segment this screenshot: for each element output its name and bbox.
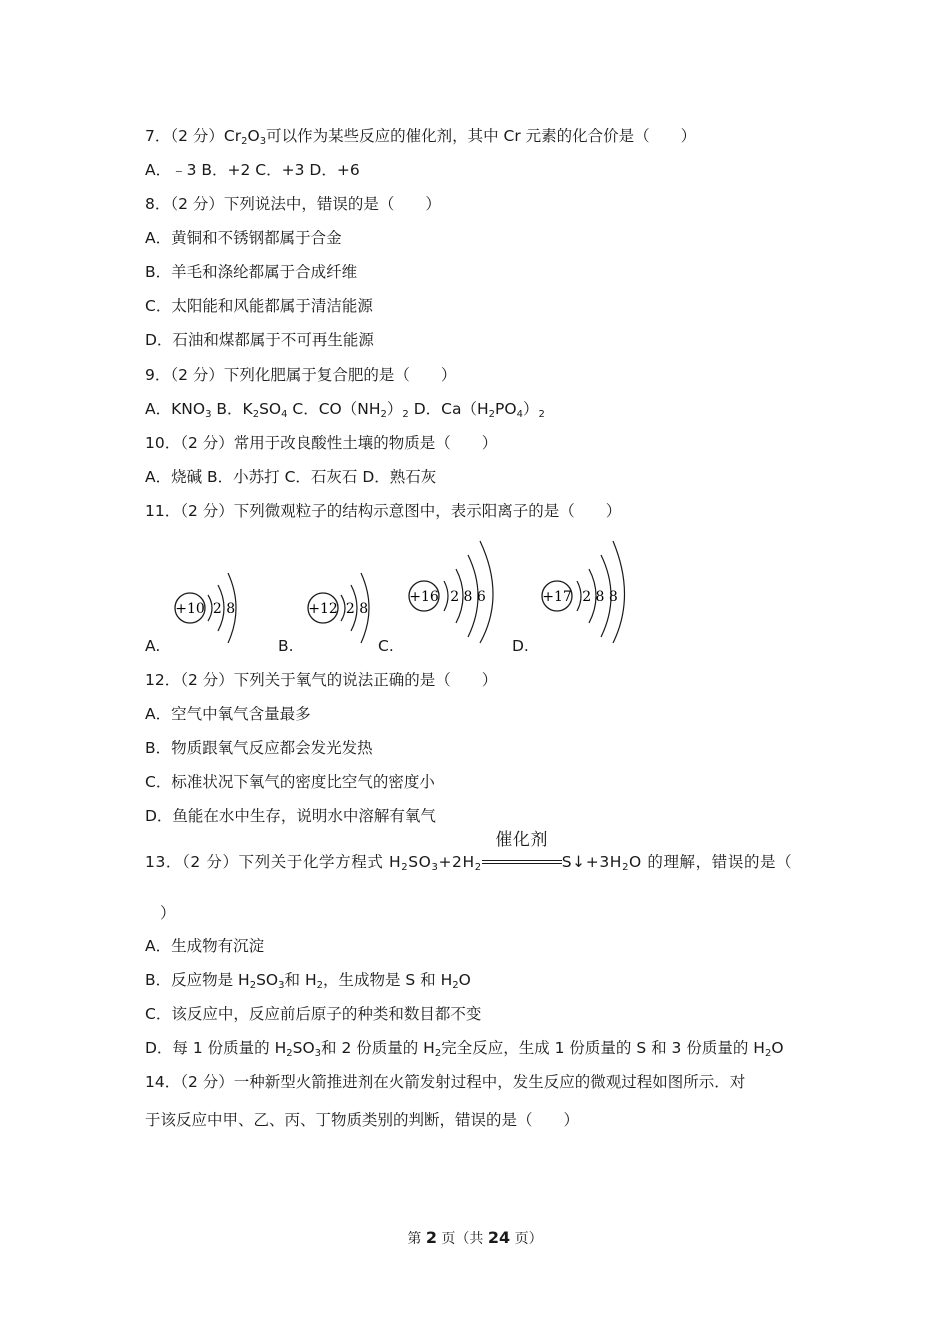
q11-label-a: A. [145,637,161,655]
q13-stem: 13．（2 分）下列关于化学方程式 $H_2SO_3+2H_2$ 催化剂 $S↓+3H_2O$ 的理解，错误的是（ [145,830,793,873]
q9-options: A．$KNO_3$ B．$K_2SO_4$ C．$CO(NH_2)_2$ D．$Ca(H_2PO_4)_2$ [145,400,545,420]
atom-b-electrons: 2 8 [345,601,369,617]
q13-option-b: B．反应物是 $H_2SO_3$和 $H_2$，生成物是 S 和 $H_2O$ [145,971,471,991]
catalyst-arrow [482,830,562,872]
atom-diagrams [145,535,665,655]
q13-stem-close: ） [160,904,176,922]
q12-option-a: A．空气中氧气含量最多 [145,705,311,723]
atom-diagram-d [530,535,640,645]
q11-label-b: B. [278,637,294,655]
q13-option-c: C．该反应中，反应前后原子的种类和数目都不变 [145,1005,482,1023]
q8-option-c: C．太阳能和风能都属于清洁能源 [145,297,373,315]
page-number: 2 [425,1228,437,1247]
q11-label-d: D. [512,637,529,655]
q10-stem: 10．（2 分）常用于改良酸性土壤的物质是（ ） [145,434,498,452]
q8-option-a: A．黄铜和不锈钢都属于合金 [145,229,342,247]
q8-stem: 8．（2 分）下列说法中，错误的是（ ） [145,195,441,213]
atom-c-electrons: 2 8 6 [450,589,486,605]
atom-d-electrons: 2 8 8 [582,589,618,605]
atom-diagram-a [170,555,250,645]
page-footer: 第 2 页（共 24 页） [407,1228,543,1247]
catalyst-label: 催化剂 [495,830,549,850]
q8-option-b: B．羊毛和涤纶都属于合成纤维 [145,263,358,281]
q9-stem: 9．（2 分）下列化肥属于复合肥的是（ ） [145,366,457,384]
atom-b-nucleus: +12 [308,601,338,617]
q12-option-b: B．物质跟氧气反应都会发光发热 [145,739,373,757]
atom-c-nucleus: +16 [409,589,439,605]
atom-a-electrons: 2 8 [212,601,236,617]
q12-stem: 12．（2 分）下列关于氧气的说法正确的是（ ） [145,671,498,689]
q12-option-c: C．标准状况下氧气的密度比空气的密度小 [145,773,435,791]
q14-stem-line2: 于该反应中甲、乙、丙、丁物质类别的判断，错误的是（ ） [145,1111,580,1129]
atom-diagram-b [303,555,383,645]
q7-options: A．﹣3 B．+2 C．+3 D．+6 [145,161,360,179]
atom-a-nucleus: +10 [175,601,205,617]
q13-option-d: D．每 1 份质量的 $H_2SO_3$和 2 份质量的 $H_2$完全反应，生成 1 份质量的 S 和 3 份质量的 $H_2O$ [145,1039,784,1059]
q14-stem-line1: 14．（2 分）一种新型火箭推进剂在火箭发射过程中，发生反应的微观过程如图所示．对 [145,1073,746,1091]
q10-options: A．烧碱 B．小苏打 C．石灰石 D．熟石灰 [145,468,437,486]
q7-stem: 7．（2 分）$Cr_2O_3$可以作为某些反应的催化剂，其中 Cr 元素的化合价是（ ） [145,127,697,147]
q11-stem: 11．（2 分）下列微观粒子的结构示意图中，表示阳离子的是（ ） [145,502,622,520]
q12-option-d: D．鱼能在水中生存，说明水中溶解有氧气 [145,807,436,825]
q8-option-d: D．石油和煤都属于不可再生能源 [145,331,374,349]
atom-diagram-c [400,535,510,645]
q13-option-a: A．生成物有沉淀 [145,937,265,955]
page-total: 24 [487,1228,511,1247]
atom-d-nucleus: +17 [542,589,572,605]
q11-label-c: C. [378,637,394,655]
